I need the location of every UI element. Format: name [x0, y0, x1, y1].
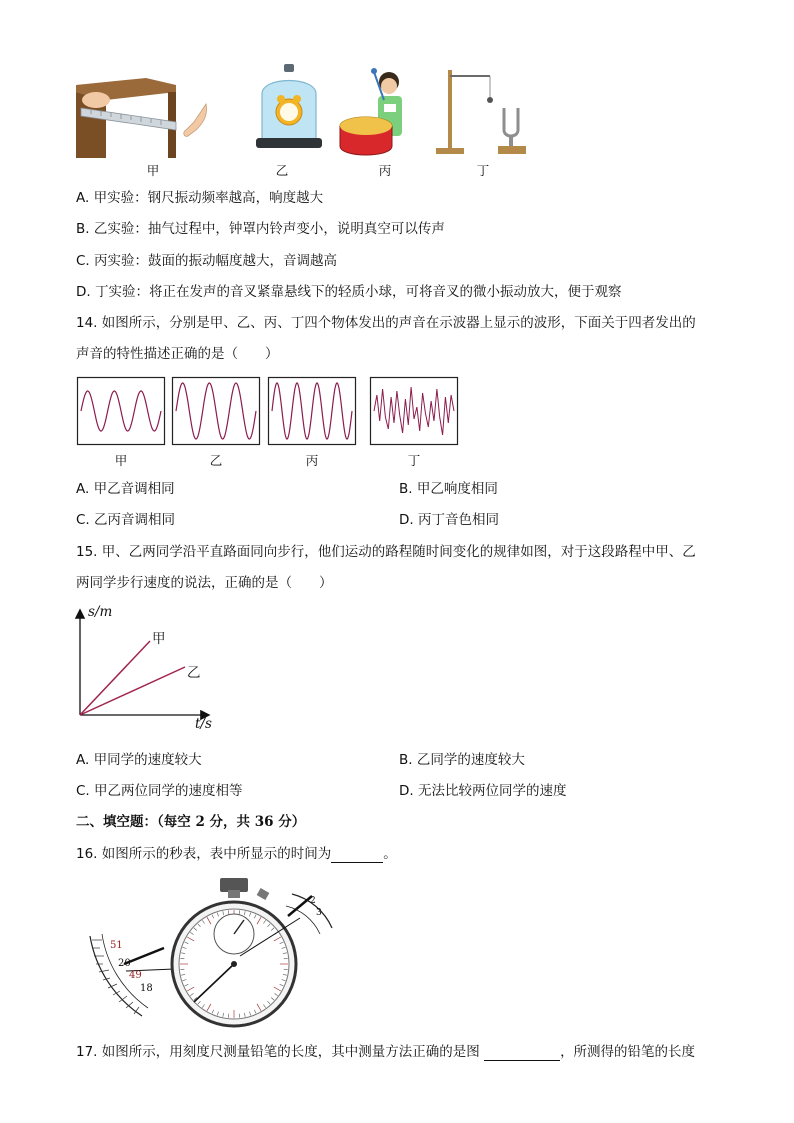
q14-option-c: C. 乙丙音调相同: [76, 512, 176, 528]
q16-stem-before: 16. 如图所示的秒表，表中所显示的时间为: [76, 846, 332, 862]
q14-option-a: A. 甲乙音调相同: [76, 481, 175, 497]
q15-stem-line1: 15. 甲、乙两同学沿平直路面同向步行，他们运动的路程随时间变化的规律如图，对于这段路程中甲、乙: [76, 544, 696, 560]
q13-option-a: A. 甲实验：钢尺振动频率越高，响度越大: [76, 190, 324, 206]
q13-option-d: D. 丁实验：将正在发声的音叉紧靠悬线下的轻质小球，可将音叉的微小振动放大，便于观察: [76, 284, 622, 300]
q13-caption-ding: 丁: [476, 163, 490, 178]
waveform-ding: [370, 377, 458, 445]
q16-stem: [76, 845, 397, 863]
line-jia: [80, 641, 150, 715]
q14-caption-jia: 甲: [114, 453, 128, 468]
dial-label-2: 2: [310, 896, 316, 906]
q14-option-d: D. 丙丁音色相同: [399, 512, 499, 528]
dial-label-51: 51: [110, 940, 123, 951]
drum-boy-illustration: [338, 66, 416, 158]
q13-option-b: B. 乙实验：抽气过程中，钟罩内铃声变小，说明真空可以传声: [76, 221, 445, 237]
q17-stem: [76, 1043, 695, 1061]
waveform-jia: [77, 377, 165, 445]
dial-label-3: 3: [316, 908, 322, 918]
q17-stem-before: 17. 如图所示，用刻度尺测量铅笔的长度，其中测量方法正确的是图: [76, 1044, 480, 1060]
stopwatch-illustration: [82, 876, 342, 1026]
ruler-table-illustration: [76, 70, 186, 160]
q13-caption-yi: 乙: [275, 163, 289, 178]
dial-label-49: 49: [129, 970, 142, 981]
line-yi: [80, 667, 185, 715]
q15-option-b: B. 乙同学的速度较大: [399, 752, 525, 768]
q14-stem-line1: 14. 如图所示，分别是甲、乙、丙、丁四个物体发出的声音在示波器上显示的波形，下面关于四者发出的: [76, 315, 696, 331]
y-axis-label: s/m: [88, 604, 113, 620]
q15-option-c: C. 甲乙两位同学的速度相等: [76, 783, 243, 799]
q14-caption-yi: 乙: [209, 453, 223, 468]
waveform-bing: [268, 377, 356, 445]
q14-option-b: B. 甲乙响度相同: [399, 481, 498, 497]
line-label-yi: 乙: [187, 665, 201, 681]
q14-caption-ding: 丁: [407, 453, 421, 468]
q15-option-a: A. 甲同学的速度较大: [76, 752, 202, 768]
q15-option-d: D. 无法比较两位同学的速度: [399, 783, 567, 799]
q13-caption-bing: 丙: [378, 163, 392, 178]
line-label-jia: 甲: [152, 631, 166, 647]
q17-answer-blank[interactable]: [484, 1046, 560, 1061]
q16-answer-blank[interactable]: [331, 848, 383, 863]
q13-option-c: C. 丙实验：鼓面的振动幅度越大，音调越高: [76, 253, 338, 269]
q14-caption-bing: 丙: [305, 453, 319, 468]
q17-stem-after: ，所测得的铅笔的长度: [560, 1044, 696, 1060]
dial-label-18: 18: [140, 983, 153, 994]
section2-title: 二、填空题：（每空 2 分，共 36 分）: [76, 814, 306, 830]
q16-stem-after: 。: [383, 846, 397, 862]
x-axis-label: t/s: [195, 716, 212, 732]
q14-stem-line2: 声音的特性描述正确的是（ ）: [76, 346, 279, 362]
q13-caption-jia: 甲: [146, 163, 160, 178]
bell-jar-illustration: [256, 64, 322, 150]
q15-stem-line2: 两同学步行速度的说法，正确的是（ ）: [76, 575, 333, 591]
dial-label-20: 20: [118, 958, 131, 969]
tuning-fork-illustration: [432, 70, 532, 160]
waveform-yi: [172, 377, 260, 445]
